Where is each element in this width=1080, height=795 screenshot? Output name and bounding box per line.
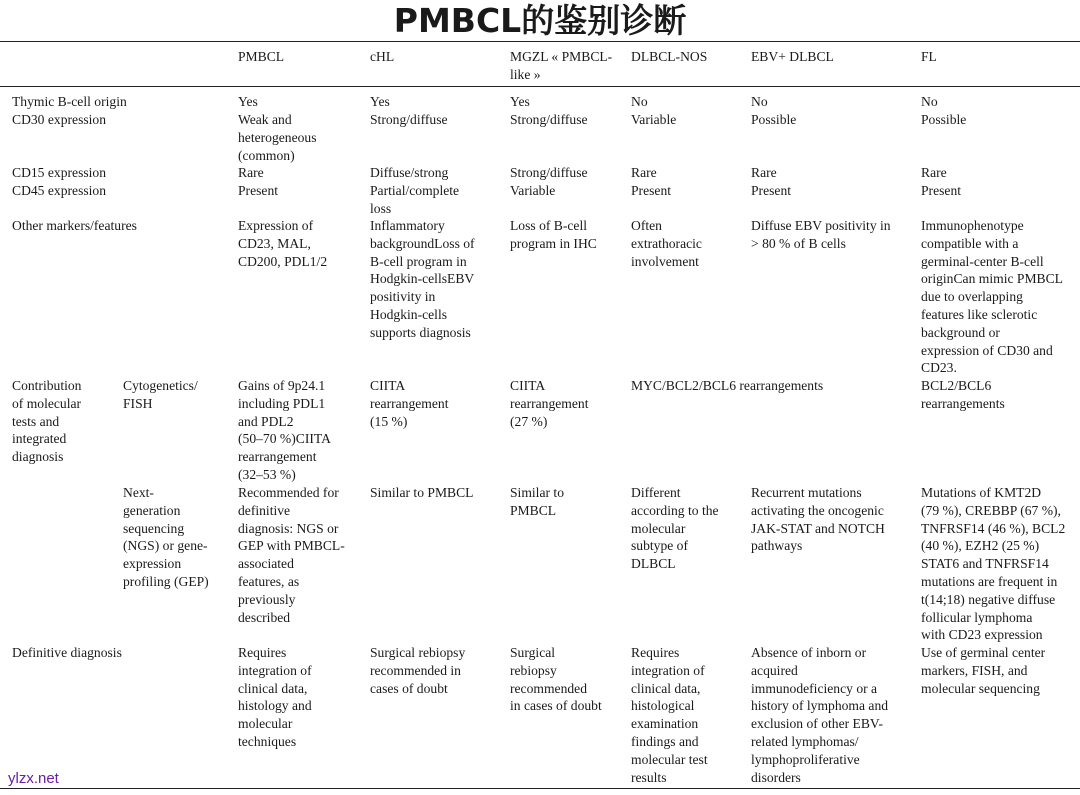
table-cell: Gains of 9p24.1 including PDL1 and PDL2 (50–70 %)CIITA rearrangement (32–53 %) [238, 378, 331, 482]
bottom-rule [0, 788, 1080, 789]
table-cell: Recurrent mutations activating the oncogenic JAK-STAT and NOTCH pathways [751, 485, 885, 554]
table-cell: Present [238, 183, 279, 198]
table-cell: Partial/complete loss [370, 183, 460, 216]
table-cell: Yes [238, 94, 258, 109]
table-cell: Possible [921, 112, 967, 127]
top-rule [0, 41, 1080, 42]
row-label: CD15 expression [12, 165, 107, 180]
table-cell: Diffuse EBV positivity in > 80 % of B cells [751, 218, 891, 251]
table-cell: Present [751, 183, 792, 198]
table-cell: Present [631, 183, 672, 198]
row-sublabel: Next- generation sequencing (NGS) or gene- expression profiling (GEP) [123, 485, 209, 589]
table-cell: Similar to PMBCL [510, 485, 564, 518]
column-header-dlbcl-nos: DLBCL-NOS [631, 49, 708, 64]
table-cell: Rare [238, 165, 264, 180]
table-cell: Inflammatory backgroundLoss of B-cell program in Hodgkin-cellsEBV positivity in Hodgkin-cells supports diagnosis [370, 218, 475, 340]
column-header-ebv-dlbcl: EBV+ DLBCL [751, 49, 834, 64]
row-label: Other markers/features [12, 218, 137, 233]
table-cell: No [921, 94, 938, 109]
watermark-text: ylzx.net [8, 770, 59, 787]
row-label: Contribution of molecular tests and integrated diagnosis [12, 378, 82, 465]
table-cell: Expression of CD23, MAL, CD200, PDL1/2 [238, 218, 328, 269]
column-header-pmbcl: PMBCL [238, 49, 285, 64]
table-cell: Rare [631, 165, 657, 180]
table-cell: Loss of B-cell program in IHC [510, 218, 597, 251]
table-cell: Variable [510, 183, 556, 198]
table-cell-spanning: MYC/BCL2/BCL6 rearrangements [631, 378, 824, 393]
table-cell: Diffuse/strong [370, 165, 449, 180]
row-sublabel: Cytogenetics/ FISH [123, 378, 198, 411]
table-cell: No [751, 94, 768, 109]
table-cell: Often extrathoracic involvement [631, 218, 702, 269]
table-cell: Rare [751, 165, 777, 180]
table-cell: Recommended for definitive diagnosis: NGS or GEP with PMBCL- associated features, as previously described [238, 485, 345, 625]
table-cell: Possible [751, 112, 797, 127]
row-label: Definitive diagnosis [12, 645, 122, 660]
table-cell: Immunophenotype compatible with a germinal-center B-cell originCan mimic PMBCL due to overlapping features like sclerotic background or expression of CD30 and CD23. [921, 218, 1063, 376]
table-cell: Absence of inborn or acquired immunodeficiency or a history of lymphoma and exclusion of other EBV- related lymphomas/ lymphoproliferative disorders [751, 645, 889, 785]
table-cell: CIITA rearrangement (15 %) [370, 378, 449, 429]
table-cell: Surgical rebiopsy recommended in cases of doubt [370, 645, 466, 696]
table-cell: Strong/diffuse [370, 112, 448, 127]
column-header-mgzl: MGZL « PMBCL- like » [510, 49, 613, 82]
table-cell: Similar to PMBCL [370, 485, 474, 500]
table-cell: Mutations of KMT2D (79 %), CREBBP (67 %), TNFRSF14 (46 %), BCL2 (40 %), EZH2 (25 %) STAT6 and TNFRSF14 mutations are frequent in t(14;18) negative diffuse follicular lymphoma with CD23 expression [921, 485, 1066, 643]
table-cell: Surgical rebiopsy recommended in cases of doubt [510, 645, 602, 714]
page-title: PMBCL的鉴别诊断 [393, 1, 687, 40]
table-cell: BCL2/BCL6 rearrangements [921, 378, 1005, 411]
column-header-chl: cHL [370, 49, 395, 64]
table-cell: Rare [921, 165, 947, 180]
table-cell: Use of germinal center markers, FISH, and molecular sequencing [921, 645, 1046, 696]
table-cell: CIITA rearrangement (27 %) [510, 378, 589, 429]
table-cell: Yes [370, 94, 390, 109]
table-cell: No [631, 94, 648, 109]
row-label: CD45 expression [12, 183, 107, 198]
row-label: Thymic B-cell origin [12, 94, 127, 109]
table-cell: Weak and heterogeneous (common) [238, 112, 317, 163]
table-cell: Variable [631, 112, 677, 127]
header-rule [0, 86, 1080, 87]
column-header-fl: FL [921, 49, 937, 64]
row-label: CD30 expression [12, 112, 107, 127]
table-cell: Strong/diffuse [510, 165, 588, 180]
table-cell: Yes [510, 94, 530, 109]
table-cell: Different according to the molecular subtype of DLBCL [631, 485, 719, 572]
table-cell: Requires integration of clinical data, histology and molecular techniques [238, 645, 312, 749]
table-cell: Requires integration of clinical data, histological examination findings and molecular test results [631, 645, 708, 785]
table-cell: Strong/diffuse [510, 112, 588, 127]
table-cell: Present [921, 183, 962, 198]
